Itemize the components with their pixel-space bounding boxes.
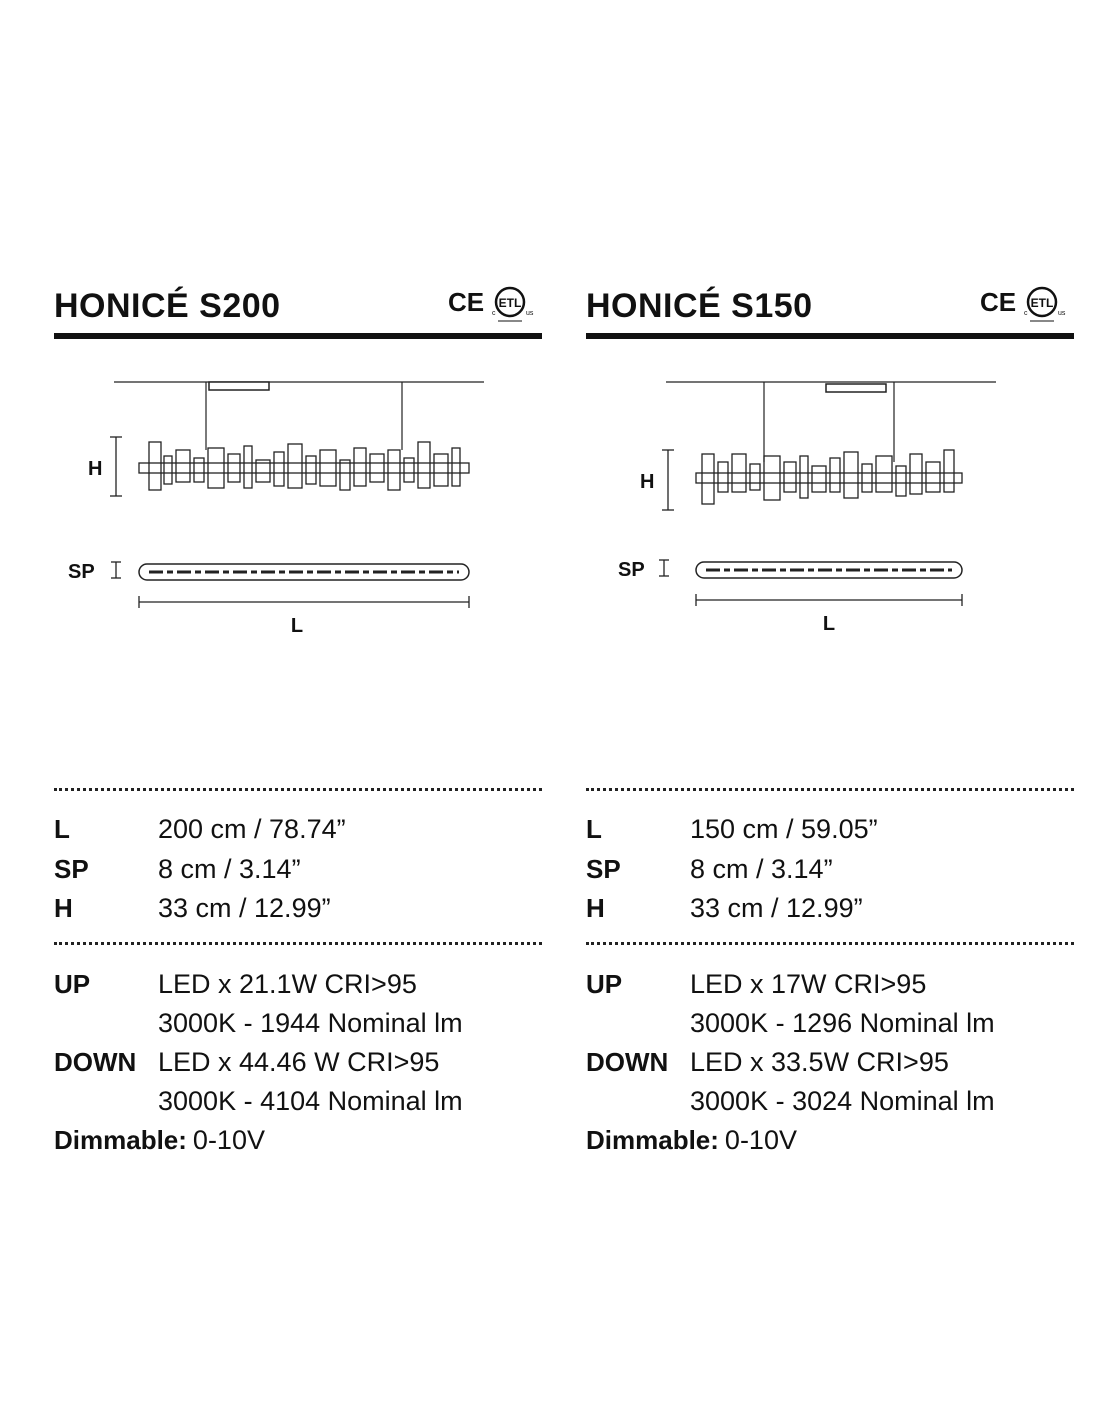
svg-text:ETL: ETL xyxy=(1030,296,1054,310)
dimension-row-spacing: SP 8 cm / 3.14” xyxy=(586,853,833,884)
certification-marks xyxy=(980,283,1072,323)
fixture-front-view xyxy=(139,442,469,490)
fixture-front-view xyxy=(696,450,962,504)
downlight-row-2: 3000K - 4104 Nominal lm xyxy=(158,1086,463,1116)
dotted-divider xyxy=(586,942,1074,945)
dimension-row-spacing: SP 8 cm / 3.14” xyxy=(54,853,301,884)
technical-drawing xyxy=(54,370,542,650)
dotted-divider xyxy=(586,788,1074,791)
downlight-row-2: 3000K - 3024 Nominal lm xyxy=(690,1086,995,1116)
dotted-divider xyxy=(54,788,542,791)
length-label: L xyxy=(822,613,836,635)
svg-text:CE: CE xyxy=(980,287,1017,317)
product-title: HONICÉ S150 xyxy=(586,287,813,325)
title-underline xyxy=(586,333,1074,339)
spacing-label: SP xyxy=(618,559,645,581)
spacing-label: SP xyxy=(68,561,95,583)
uplight-row: UP LED x 21.1W CRI>95 xyxy=(54,969,417,999)
technical-drawing xyxy=(586,370,1074,650)
etl-listed-icon xyxy=(1024,288,1066,321)
certification-marks xyxy=(448,283,540,323)
dimension-row-length: L 150 cm / 59.05” xyxy=(586,814,878,845)
uplight-row: UP LED x 17W CRI>95 xyxy=(586,969,927,999)
etl-listed-icon xyxy=(492,288,534,321)
height-label: H xyxy=(88,458,103,480)
product-title: HONICÉ S200 xyxy=(54,287,281,325)
dimension-row-height: H 33 cm / 12.99” xyxy=(586,893,863,924)
svg-text:us: us xyxy=(526,310,534,317)
svg-text:c: c xyxy=(492,310,496,317)
dimension-row-length: L 200 cm / 78.74” xyxy=(54,814,346,845)
downlight-row: DOWN LED x 44.46 W CRI>95 xyxy=(54,1047,440,1077)
svg-text:ETL: ETL xyxy=(498,296,522,310)
lighting-specs xyxy=(54,965,542,1160)
height-label: H xyxy=(640,471,655,493)
fixture-top-view xyxy=(139,564,469,580)
ce-mark-icon xyxy=(448,287,484,317)
dimmable-row: Dimmable: 0-10V xyxy=(54,1125,265,1155)
lighting-specs xyxy=(586,965,1074,1160)
uplight-row-2: 3000K - 1296 Nominal lm xyxy=(690,1008,995,1038)
ce-mark-icon xyxy=(980,287,1016,317)
dimensions-table xyxy=(586,810,1074,929)
dimensions-table xyxy=(54,810,542,929)
length-label: L xyxy=(290,615,304,637)
svg-text:CE: CE xyxy=(448,287,485,317)
fixture-top-view xyxy=(696,562,962,578)
svg-text:c: c xyxy=(1024,310,1028,317)
dimmable-row: Dimmable: 0-10V xyxy=(586,1125,797,1155)
product-spec-s150 xyxy=(586,0,1074,1422)
dimension-row-height: H 33 cm / 12.99” xyxy=(54,893,331,924)
downlight-row: DOWN LED x 33.5W CRI>95 xyxy=(586,1047,949,1077)
product-spec-s200 xyxy=(54,0,542,1422)
title-underline xyxy=(54,333,542,339)
uplight-row-2: 3000K - 1944 Nominal lm xyxy=(158,1008,463,1038)
dotted-divider xyxy=(54,942,542,945)
svg-text:us: us xyxy=(1058,310,1066,317)
